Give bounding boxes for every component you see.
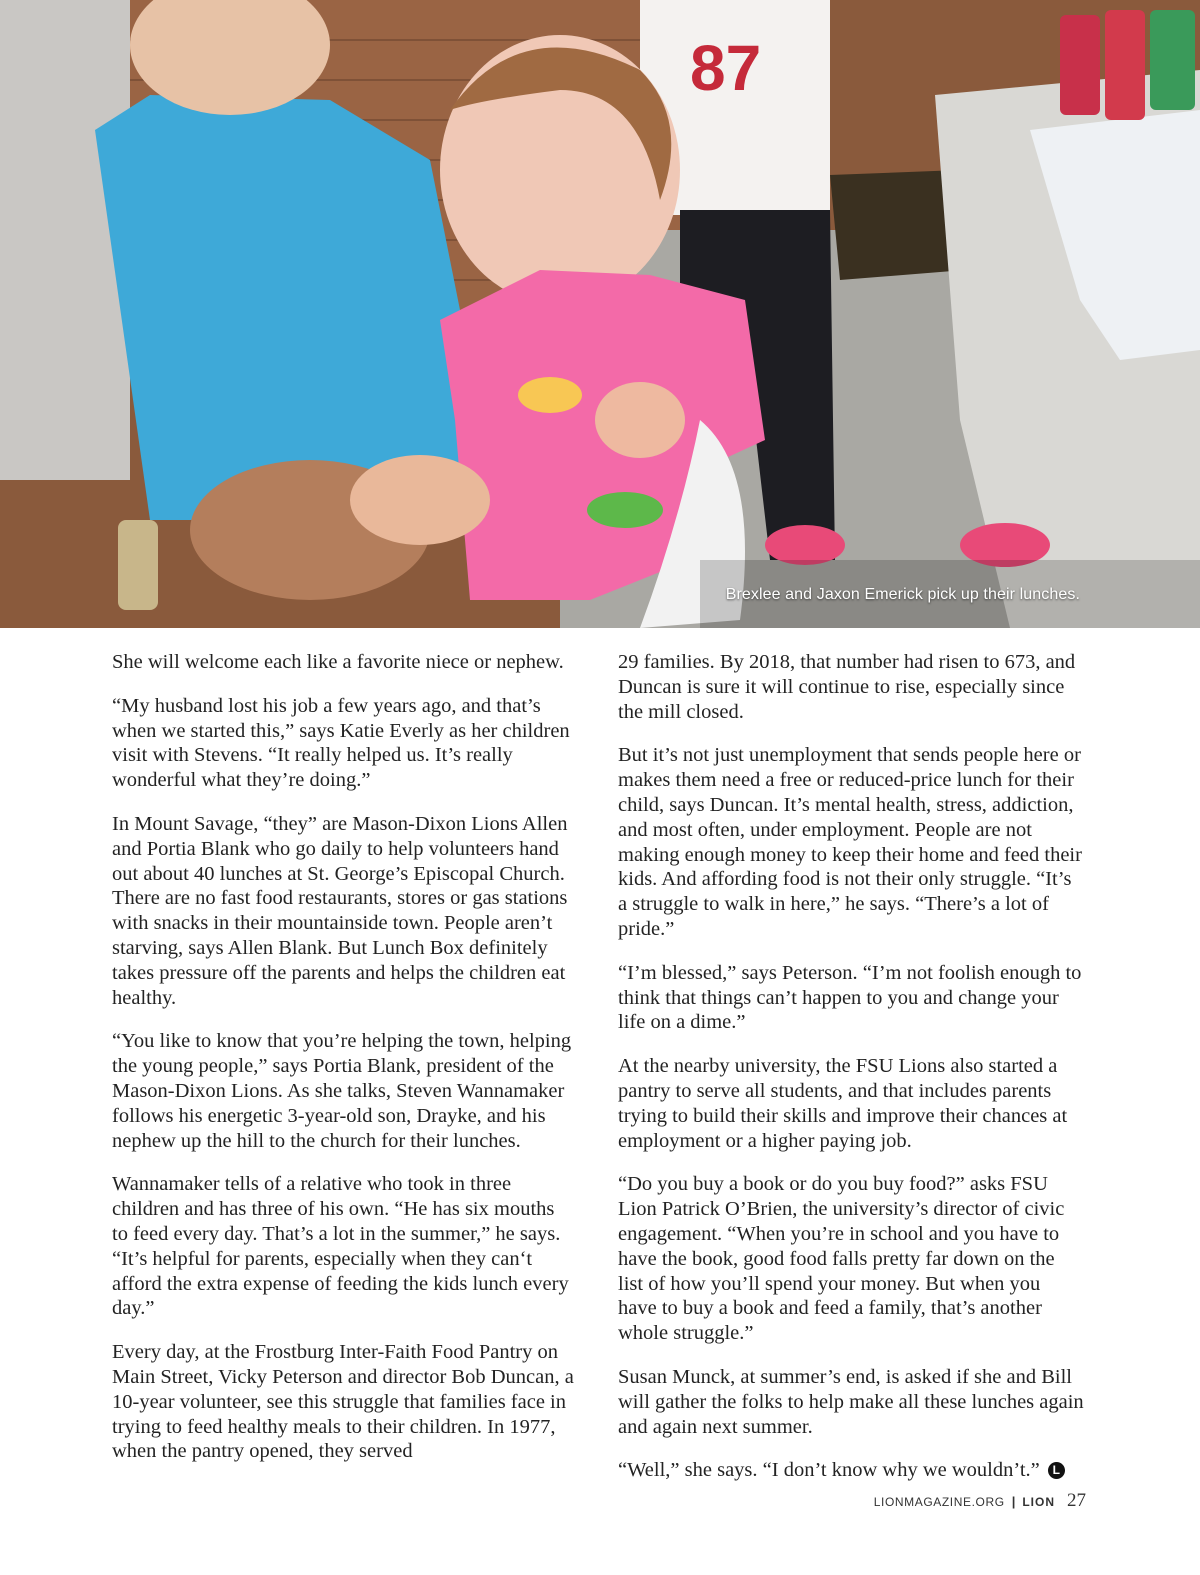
paragraph: “Do you buy a book or do you buy food?” asks FSU Lion Patrick O’Brien, the university’s director of civic engagement. “When you’re in school and you have to have the book, good food falls pretty far down on the list of how you’ll spend your money. But when you have to buy a book and feed a family, that’s another whole struggle.” (618, 1173, 1065, 1345)
closing-paragraph (618, 1458, 1084, 1483)
article-column-right (618, 650, 1084, 1502)
photo-caption: Brexlee and Jaxon Emerick pick up their lunches. (725, 586, 1080, 603)
paragraph: Susan Munck, at summer’s end, is asked if she and Bill will gather the folks to help make all these lunches again and again next summer. (618, 1365, 1084, 1438)
page-number: 27 (1067, 1490, 1086, 1511)
paragraph: “My husband lost his job a few years ago, and that’s when we started this,” says Katie Everly as her children visit with Stevens. “It really helped us. It’s really wonderful what they’re doing.” (112, 694, 570, 792)
paragraph: But it’s not just unemployment that sends people here or makes them need a free or reduced-price lunch for their child, says Duncan. It’s mental health, stress, addiction, and most often, under employment. People are not making enough money to keep their home and feed their kids. And affording food is not their only struggle. “It’s a struggle to walk in here,” he says. “There’s a lot of pride.” (618, 744, 1082, 940)
paragraph: “I’m blessed,” says Peterson. “I’m not foolish enough to think that things can’t happen to you and change your life on a dime.” (618, 961, 1082, 1034)
page-footer (874, 1490, 1086, 1512)
lion-end-mark-icon: L (1048, 1462, 1065, 1479)
paragraph: “You like to know that you’re helping the town, helping the young people,” says Portia Blank, president of the Mason-Dixon Lions. As she talks, Steven Wannamaker follows his energetic 3-year-old son, Drayke, and his nephew up the hill to the church for their lunches. (112, 1030, 572, 1152)
article-column-left (112, 650, 574, 1483)
shirt-number: 87 (690, 32, 762, 104)
photo-illustration (0, 0, 1200, 628)
paragraph: 29 families. By 2018, that number had risen to 673, and Duncan is sure it will continue to rise, especially since the mill closed. (618, 651, 1076, 723)
footer-brand: LION (1022, 1495, 1055, 1509)
paragraph: In Mount Savage, “they” are Mason-Dixon Lions Allen and Portia Blank who go daily to help volunteers hand out about 40 lunches at St. George’s Episcopal Church. There are no fast food restaurants, stores or gas stations with snacks in their mountainside town. People aren’t starving, says Allen Blank. But Lunch Box definitely takes pressure off the parents and helps the children eat healthy. (112, 812, 568, 1009)
paragraph: She will welcome each like a favorite niece or nephew. (112, 651, 564, 673)
paragraph: At the nearby university, the FSU Lions also started a pantry to serve all students, and that includes parents trying to build their skills and improve their chances at employment or a higher paying job. (618, 1055, 1068, 1152)
hero-photo (0, 0, 1200, 628)
paragraph: Wannamaker tells of a relative who took in three children and has three of his own. “He has six mouths to feed every day. That’s a lot in the summer,” he says. “It’s helpful for parents, especially when they can‘t afford the extra expense of feeding the kids lunch every day.” (112, 1173, 569, 1320)
footer-website: LIONMAGAZINE.ORG (873, 1495, 1005, 1509)
footer-separator: | (1011, 1494, 1016, 1509)
closing-text: “Well,” she says. “I don’t know why we wouldn’t.” (618, 1459, 1040, 1482)
paragraph: Every day, at the Frostburg Inter-Faith Food Pantry on Main Street, Vicky Peterson and director Bob Duncan, a 10-year volunteer, see this struggle that families face in trying to feed healthy meals to their children. In 1977, when the pantry opened, they served (112, 1341, 574, 1463)
